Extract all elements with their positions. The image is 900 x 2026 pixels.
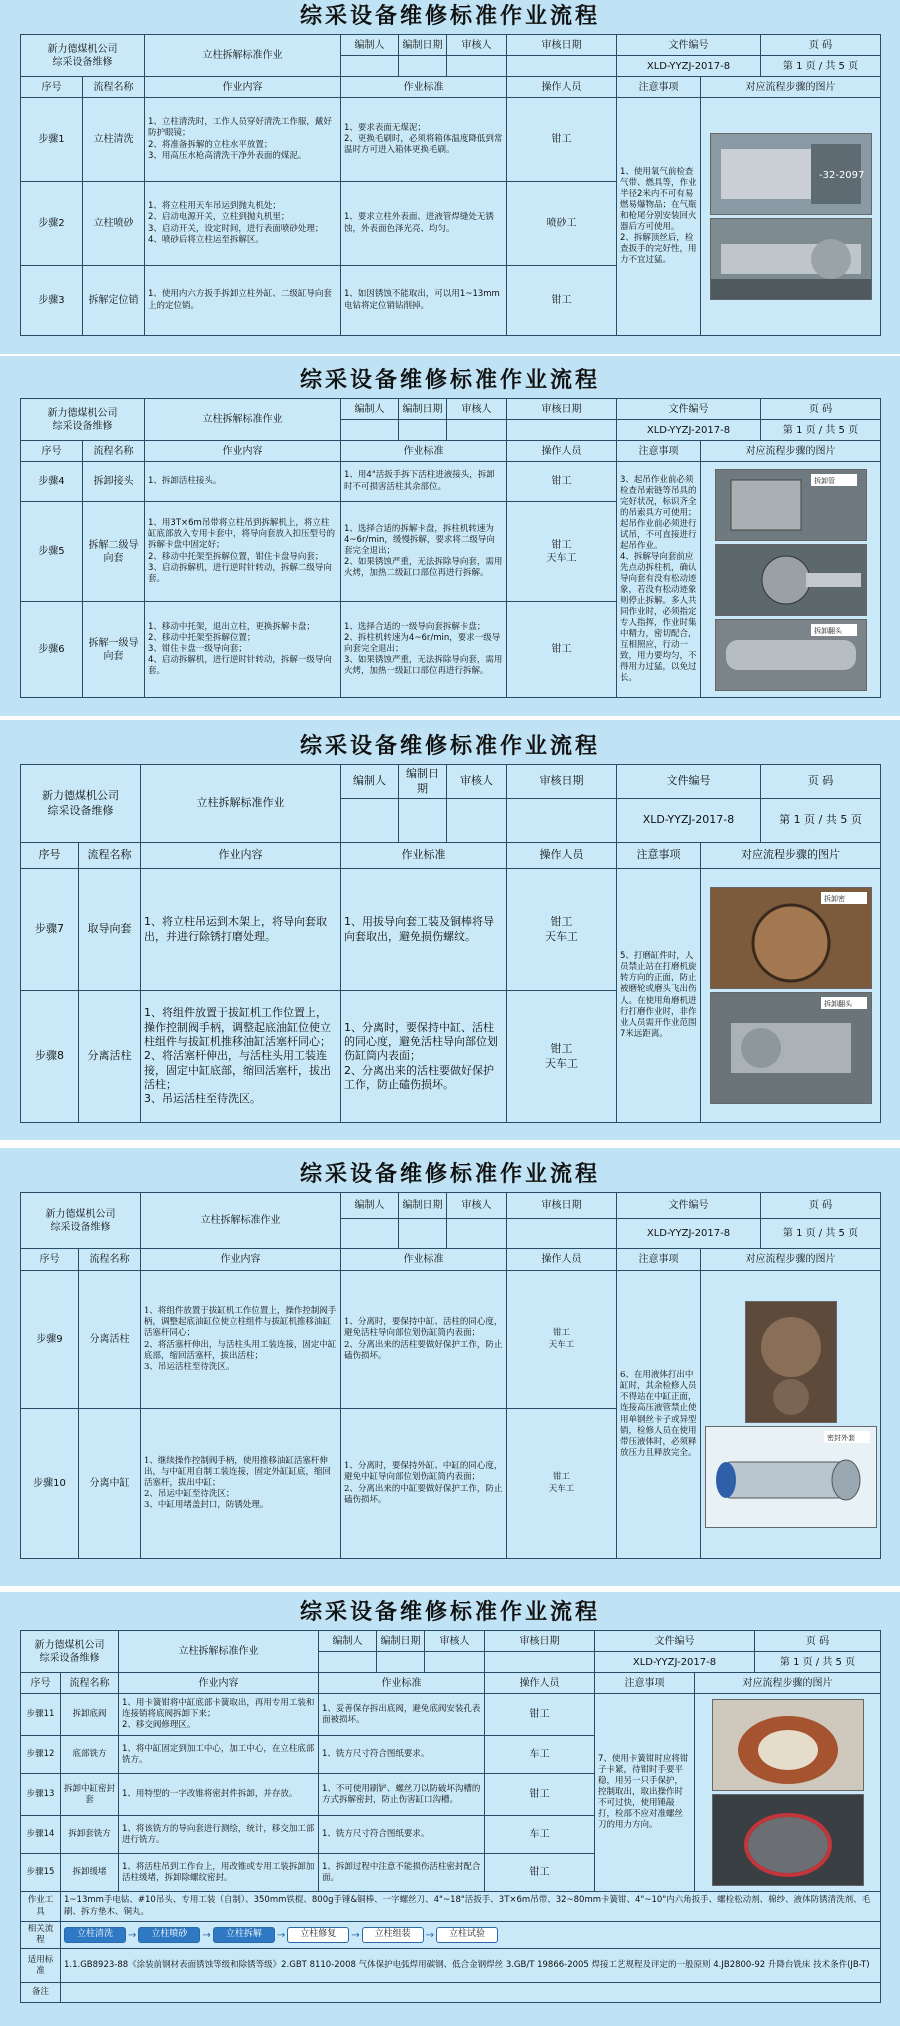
step-operator: 钳工 [507,602,617,698]
step-standard: 1、妥善保存拆出底阀，避免底阀安装孔表面被损坏。 [319,1694,485,1736]
col-name: 流程名称 [61,1673,119,1694]
step-notes: 1、使用氧气前检查气带、燃具等，作业半径2米内不可有易燃易爆物品；在气瓶和枪尾分别安装回火器后方可使用。 2、拆解顶丝后，检查扳手的完好性，用力不宜过猛。 [617,98,701,336]
step-content: 1、将活柱吊到工作台上，用改锥或专用工装拆卸加活柱缓堵，拆卸除螺纹密封。 [119,1854,319,1892]
step-operator: 钳工 [485,1774,595,1816]
flow-step: 立柱修复 [287,1927,349,1943]
company-name: 新力德煤机公司 [42,789,119,803]
col-operator: 操作人员 [507,1249,617,1271]
svg-text:拆卸翻头: 拆卸翻头 [813,626,842,635]
page-number: 第 1 页 / 共 5 页 [755,1652,881,1673]
photo-guide-extract [710,887,872,989]
flow-label: 相关流程 [21,1922,61,1949]
col-operator: 操作人员 [507,77,617,98]
page-number: 第 1 页 / 共 5 页 [761,56,881,77]
step-content: 1、用卡簧钳将中缸底部卡簧取出，再用专用工装和连接销将底阀拆卸下来； 2、移交阀修理区。 [119,1694,319,1736]
step-seq: 步骤7 [21,869,79,991]
doc-no-label: 文件编号 [617,1193,761,1219]
doc-no: XLD-YYZJ-2017-8 [617,799,761,843]
page-title: 综采设备维修标准作业流程 [299,4,600,29]
col-standard: 作业标准 [341,843,507,869]
step-photos [701,462,881,698]
step-name: 拆卸套铣方 [61,1816,119,1854]
tools-label: 作业工具 [21,1892,61,1922]
step-content: 1、将立柱吊运到木架上，将导向套取出，并进行除锈打磨处理。 [141,869,341,991]
step-seq: 步骤5 [21,502,83,602]
step-name: 取导向套 [79,869,141,991]
page-title: 综采设备维修标准作业流程 [299,368,600,393]
reviewer-label: 审核人 [447,765,507,799]
step-standard: 1、不可使用刷铲、螺丝刀以防破坏沟槽的方式拆解密封，防止伤害缸口沟槽。 [319,1774,485,1816]
step-name: 底部铣方 [61,1736,119,1774]
step-seq: 步骤9 [21,1271,79,1409]
step-notes: 5、打磨缸件时，人员禁止站在打磨机旋转方向的正面，防止被磨轮或磨头飞出伤人。在使用角磨机进行打磨作业时，非作业人员需开作业范围7米远距离。 [617,869,701,1123]
col-seq: 序号 [21,1249,79,1271]
page-number: 第 1 页 / 共 5 页 [761,1219,881,1249]
flow-chain [61,1922,881,1949]
step-content: 1、将中缸固定到加工中心，加工中心，在立柱底部铣方。 [119,1736,319,1774]
step-notes: 6、在用液体打出中缸时，其余检修人员不得站在中缸正面，连接高压液管禁止使用单钢丝卡子或异型销，检修人员在使用带压液体时，必须释放压力且释放完全。 [617,1271,701,1559]
step-content: 1、使用内六方扳手拆卸立柱外缸、二级缸导向套上的定位销。 [145,266,341,336]
date-label: 编制日期 [399,1193,447,1219]
col-standard: 作业标准 [341,441,507,462]
step-standard: 1、选择合适的拆解卡盘，拆柱机转速为4~6r/min，缓慢拆解，要求将二级导向套完全退出； 2、如果锈蚀严重，无法拆除导向套，需用火烤，加热二级缸口部位再进行拆解。 [341,502,507,602]
col-pic: 对应流程步骤的图片 [701,77,881,98]
step-seq: 步骤3 [21,266,83,336]
step-standard: 1、要求立柱外表面、进液管焊缝处无锈蚀，外表面色泽光亮、均匀。 [341,182,507,266]
step-seq: 步骤11 [21,1694,61,1736]
col-pic: 对应流程步骤的图片 [701,1249,881,1271]
svg-text:-32-2097: -32-2097 [818,170,864,181]
step-photos [701,869,881,1123]
task-name: 立柱拆解标准作业 [145,399,341,441]
step-content: 1、拆卸活柱接头。 [145,462,341,502]
page-number: 第 1 页 / 共 5 页 [761,799,881,843]
step-operator: 钳工 [485,1854,595,1892]
remark-field [61,1983,881,2003]
flow-step: 立柱喷砂 [138,1927,200,1943]
remark-label: 备注 [21,1983,61,2003]
step-content: 1、用3T×6m吊带将立柱吊到拆解机上，将立柱缸底部放入专用卡套中，将导向套放入扣压型号的拆解卡盘中固定好； 2、移动中托架至拆解位置，钳住卡盘导向套； 3、启动拆解机，进行逆时针转动，拆解二级导向套。 [145,502,341,602]
page-number: 第 1 页 / 共 5 页 [761,420,881,441]
step-standard: 1、铣方尺寸符合图纸要求。 [319,1736,485,1774]
step-name: 分离中缸 [79,1409,141,1559]
col-pic: 对应流程步骤的图片 [695,1673,881,1694]
photo-middle-cylinder [745,1301,837,1423]
step-operator: 钳工 天车工 [507,502,617,602]
step-name: 立柱清洗 [83,98,145,182]
col-name: 流程名称 [83,441,145,462]
photo-bottom-valve [712,1699,864,1791]
step-seq: 步骤13 [21,1774,61,1816]
doc-no-label: 文件编号 [617,765,761,799]
date-label: 编制日期 [399,399,447,420]
procedure-table [20,764,881,1123]
step-name: 拆卸接头 [83,462,145,502]
photo-cylinder-diagram [705,1426,877,1528]
reviewer-label: 审核人 [447,35,507,56]
step-content: 1、立柱清洗时，工作人员穿好清洗工作服，戴好防护眼镜； 2、将准备拆解的立柱水平放置； 3、用高压水枪高清洗干净外表面的煤泥。 [145,98,341,182]
col-operator: 操作人员 [485,1673,595,1694]
step-seq: 步骤12 [21,1736,61,1774]
procedure-table [20,34,881,336]
step-operator: 喷砂工 [507,182,617,266]
step-standard: 1、选择合适的一级导向套拆解卡盘； 2、拆柱机转速为4~6r/min，要求一级导向套完全退出； 3、如果锈蚀严重，无法拆除导向套，需用火烤，加热一级缸口部位再进行拆解。 [341,602,507,698]
reviewer-label: 审核人 [447,399,507,420]
flow-arrow-icon: → [128,1929,137,1941]
step-seq: 步骤6 [21,602,83,698]
step-name: 拆卸底阀 [61,1694,119,1736]
date-label: 编制日期 [399,765,447,799]
step-seq: 步骤1 [21,98,83,182]
company-name: 新力德煤机公司 [47,43,118,55]
step-seq: 步骤4 [21,462,83,502]
doc-no-label: 文件编号 [595,1631,755,1652]
step-name: 拆卸中缸密封套 [61,1774,119,1816]
photo-guide-removal [715,544,867,616]
flow-arrow-icon: → [351,1929,360,1941]
author-label: 编制人 [341,35,399,56]
col-operator: 操作人员 [507,843,617,869]
task-name: 立柱拆解标准作业 [119,1631,319,1673]
col-name: 流程名称 [79,1249,141,1271]
col-pic: 对应流程步骤的图片 [701,441,881,462]
step-notes: 3、起吊作业前必须检查吊索链等吊具的完好状况，标识齐全的吊索具方可使用；起吊作业前必须进行试吊，不可直接进行起吊作业。 4、拆解导向套前应先点动拆柱机，确认导向套有没有松动迹象，若没有松动迹象则停止拆解。多人共同作业时，必须指定专人指挥，作业时集中精力，密切配合，互相照应，行动一致，用力要均匀，不得用力过猛，以免过长。 [617,462,701,698]
review-date-label: 审核日期 [485,1631,595,1652]
step-operator: 车工 [485,1816,595,1854]
svg-text:拆卸管: 拆卸管 [813,476,835,485]
sheet-5 [0,1592,900,2026]
procedure-table [20,1192,881,1559]
flow-step: 立柱组装 [362,1927,424,1943]
doc-no: XLD-YYZJ-2017-8 [595,1652,755,1673]
step-name: 拆解定位销 [83,266,145,336]
step-standard: 1、如因锈蚀不能取出，可以用1~13mm电钻将定位销钻削掉。 [341,266,507,336]
flow-step: 立柱试验 [436,1927,498,1943]
task-name: 立柱拆解标准作业 [141,765,341,843]
step-operator: 钳工 [507,266,617,336]
photo-cleaning [710,133,872,215]
col-seq: 序号 [21,77,83,98]
flow-steps [64,1927,877,1943]
date-label: 编制日期 [377,1631,425,1652]
task-name: 立柱拆解标准作业 [141,1193,341,1249]
reviewer-label: 审核人 [447,1193,507,1219]
photo-piston-separate [710,992,872,1104]
step-photos [701,98,881,336]
step-photos [701,1271,881,1559]
col-name: 流程名称 [79,843,141,869]
step-name: 立柱喷砂 [83,182,145,266]
department: 综采设备维修 [47,803,114,817]
procedure-table [20,398,881,698]
step-content: 1、将组件放置于拔缸机工作位置上，操作控制阀手柄，调整起底油缸位使立柱组件与拔缸机推移油缸活塞杆同心； 2、将活塞杆伸出，与活柱头用工装连接，固定中缸底部，缩回活塞杆，拔出活柱； 3、吊运活柱至待洗区。 [141,1271,341,1409]
svg-text:拆卸密: 拆卸密 [823,895,845,903]
col-seq: 序号 [21,441,83,462]
photo-joint-removal [715,469,867,541]
col-standard: 作业标准 [341,77,507,98]
step-seq: 步骤2 [21,182,83,266]
step-operator: 钳工 [485,1694,595,1736]
col-standard: 作业标准 [341,1249,507,1271]
step-content: 1、继续操作控制阀手柄，使用推移油缸活塞杆伸出，与中缸用自制工装连接，固定外缸缸底，缩回活塞杆，拔出中缸； 2、吊运中缸至待洗区； 3、中缸用堵盖封口，防锈处理。 [141,1409,341,1559]
col-notes: 注意事项 [595,1673,695,1694]
col-notes: 注意事项 [617,1249,701,1271]
step-content: 1、将组件放置于拔缸机工作位置上，操作控制阀手柄，调整起底油缸位使立柱组件与拔缸机推移油缸活塞杆同心； 2、将活塞杆伸出，与活柱头用工装连接，固定中缸底部，缩回活塞杆，拔出活柱； 3、吊运活柱至待洗区。 [141,991,341,1123]
page-label: 页 码 [761,35,881,56]
department: 综采设备维修 [52,56,113,68]
col-notes: 注意事项 [617,441,701,462]
author-label: 编制人 [341,1193,399,1219]
review-date-label: 审核日期 [507,399,617,420]
step-seq: 步骤14 [21,1816,61,1854]
company-name: 新力德煤机公司 [45,1208,116,1220]
step-name: 分离活柱 [79,1271,141,1409]
col-notes: 注意事项 [617,843,701,869]
col-content: 作业内容 [141,1249,341,1271]
flow-arrow-icon: → [425,1929,435,1941]
col-name: 流程名称 [83,77,145,98]
col-content: 作业内容 [145,77,341,98]
step-name: 拆卸缓堵 [61,1854,119,1892]
step-operator: 钳工 天车工 [507,1271,617,1409]
step-content: 1、将立柱用天车吊运到抛丸机处； 2、启动电源开关，立柱到抛丸机里； 3、启动开关，设定时间，进行表面喷砂处理； 4、喷砂后将立柱运至拆解区。 [145,182,341,266]
department: 综采设备维修 [39,1652,100,1664]
reviewer-label: 审核人 [425,1631,485,1652]
step-photos [695,1694,881,1892]
tools-list: 1~13mm手电钻、#10吊头、专用工装（自制）、350mm铁棍、800g手锤&铜棒、一字螺丝刀、4"~18"活扳手、3T×6m吊带、32~80mm卡簧钳、4"~10"内六角扳手、螺栓松动剂、棉纱、液体防锈清洗剂、毛刷、拆方垫木、铜丸。 [61,1892,881,1922]
photo-guide-sleeve [715,619,867,691]
flow-arrow-icon: → [276,1929,286,1941]
department: 综采设备维修 [50,1221,111,1233]
col-content: 作业内容 [145,441,341,462]
col-content: 作业内容 [119,1673,319,1694]
doc-no: XLD-YYZJ-2017-8 [617,56,761,77]
col-notes: 注意事项 [617,77,701,98]
step-seq: 步骤8 [21,991,79,1123]
step-standard: 1、拆卸过程中注意不能损伤活柱密封配合面。 [319,1854,485,1892]
col-seq: 序号 [21,1673,61,1694]
review-date-label: 审核日期 [507,765,617,799]
step-standard: 1、分离时，要保持外缸、中缸的同心度，避免中缸导向部位划伤缸筒内表面； 2、分离出来的中缸要做好保护工作，防止磕伤损坏。 [341,1409,507,1559]
step-name: 拆解一级导向套 [83,602,145,698]
col-standard: 作业标准 [319,1673,485,1694]
std-list: 1.1.GB8923-88《涂装前钢材表面锈蚀等级和除锈等级》2.GBT 8110-2008 气体保护电弧焊用碳钢、低合金钢焊丝 3.GB/T 19866-2005 焊接工艺规程及评定的一般原则 4.JB2800-92 升降台铣床 技术条件(JB-T) [61,1949,881,1983]
task-name: 立柱拆解标准作业 [145,35,341,77]
col-pic: 对应流程步骤的图片 [701,843,881,869]
flow-arrow-icon: → [202,1929,211,1941]
procedure-table [20,1630,881,2003]
col-operator: 操作人员 [507,441,617,462]
step-notes: 7、使用卡簧钳时应将钳子卡紧，待钳时手要平稳，用另一只手保护，控制取出，取出操作时不可过快，使用锤敲打，检部不应对准螺丝刀的用力方向。 [595,1694,695,1892]
step-standard: 1、要求表面无煤泥； 2、更换毛刷时，必须将箱体温度降低到常温时方可进入箱体更换毛刷。 [341,98,507,182]
step-standard: 1、用拔导向套工装及铜棒将导向套取出，避免损伤螺纹。 [341,869,507,991]
col-seq: 序号 [21,843,79,869]
photo-blasting [710,218,872,300]
author-label: 编制人 [341,399,399,420]
step-seq: 步骤15 [21,1854,61,1892]
author-label: 编制人 [341,765,399,799]
step-operator: 钳工 天车工 [507,1409,617,1559]
sheet-2 [0,356,900,716]
doc-no-label: 文件编号 [617,399,761,420]
company-name: 新力德煤机公司 [34,1639,105,1651]
flow-step: 立柱清洗 [64,1927,126,1943]
step-name: 拆解二级导向套 [83,502,145,602]
step-operator: 钳工 天车工 [507,869,617,991]
review-date-label: 审核日期 [507,1193,617,1219]
sheet-3 [0,720,900,1140]
svg-text:密封外套: 密封外套 [826,1434,855,1442]
step-seq: 步骤10 [21,1409,79,1559]
page-label: 页 码 [761,765,881,799]
step-operator: 钳工 [507,98,617,182]
page-label: 页 码 [755,1631,881,1652]
step-content: 1、用特型的一字改锥将密封件拆卸，并存放。 [119,1774,319,1816]
department: 综采设备维修 [52,420,113,432]
sheet-1 [0,0,900,354]
sheet-4 [0,1148,900,1586]
doc-no: XLD-YYZJ-2017-8 [617,1219,761,1249]
step-standard: 1、用4"活扳手拆下活柱进液接头，拆卸时不可损害活柱其余部位。 [341,462,507,502]
step-content: 1、将该铣方的导向套进行测绘，统计，移交加工部进行铣方。 [119,1816,319,1854]
step-content: 1、移动中托架，退出立柱，更换拆解卡盘； 2、移动中托架至拆解位置； 3、钳住卡盘一级导向套； 4、启动拆解机，进行逆时针转动，拆解一级导向套。 [145,602,341,698]
step-standard: 1、铣方尺寸符合图纸要求。 [319,1816,485,1854]
photo-seal-removal [712,1794,864,1886]
company-name: 新力德煤机公司 [47,407,118,419]
review-date-label: 审核日期 [507,35,617,56]
flow-step: 立柱拆解 [213,1927,275,1943]
step-operator: 车工 [485,1736,595,1774]
svg-text:拆卸翻头: 拆卸翻头 [823,1000,852,1008]
step-name: 分离活柱 [79,991,141,1123]
author-label: 编制人 [319,1631,377,1652]
step-standard: 1、分离时，要保持中缸、活柱的同心度，避免活柱导向部位划伤缸筒内表面； 2、分离出来的活柱要做好保护工作，防止磕伤损坏。 [341,1271,507,1409]
std-label: 适用标准 [21,1949,61,1983]
page-title: 综采设备维修标准作业流程 [299,734,600,759]
doc-no: XLD-YYZJ-2017-8 [617,420,761,441]
step-operator: 钳工 天车工 [507,991,617,1123]
page-label: 页 码 [761,1193,881,1219]
page-title: 综采设备维修标准作业流程 [299,1162,600,1187]
page-title: 综采设备维修标准作业流程 [299,1600,600,1625]
step-operator: 钳工 [507,462,617,502]
step-standard: 1、分离时，要保持中缸、活柱的同心度，避免活柱导向部位划伤缸筒内表面； 2、分离出来的活柱要做好保护工作，防止磕伤损坏。 [341,991,507,1123]
col-content: 作业内容 [141,843,341,869]
doc-no-label: 文件编号 [617,35,761,56]
page-label: 页 码 [761,399,881,420]
date-label: 编制日期 [399,35,447,56]
